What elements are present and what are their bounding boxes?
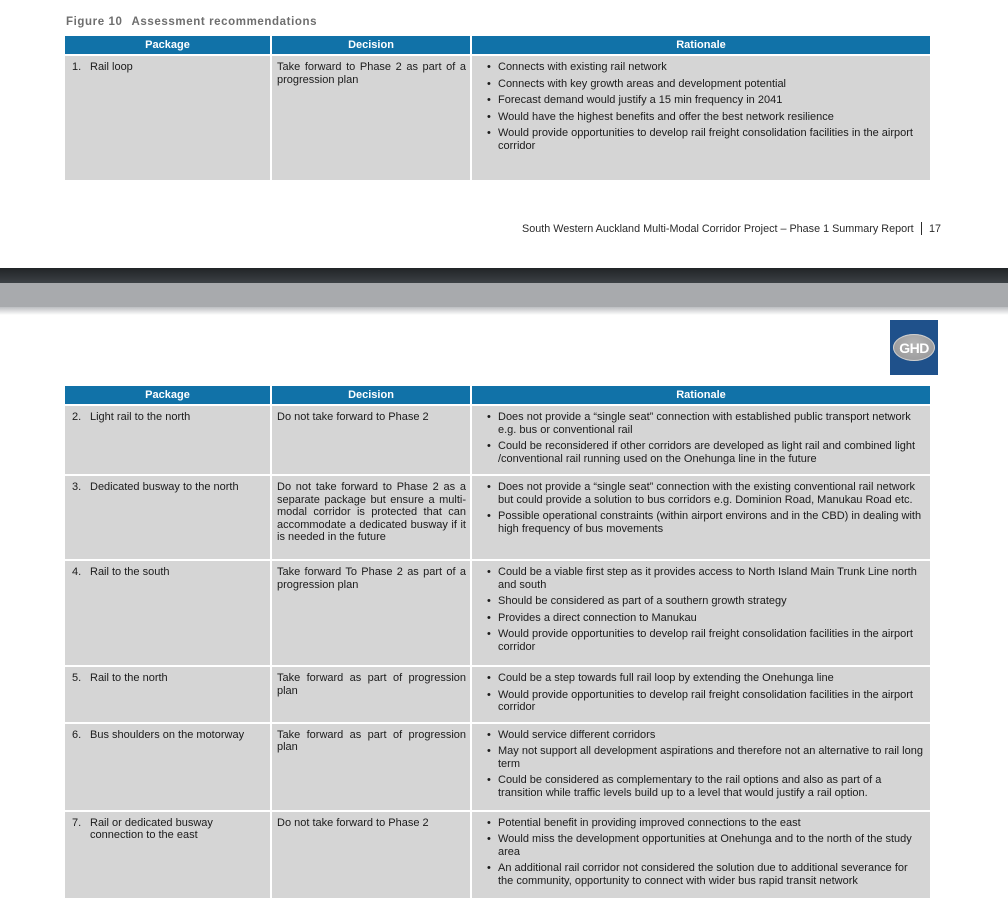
- decision-cell: Take forward to Phase 2 as part of a progression plan: [272, 56, 470, 180]
- package-label: Rail to the south: [90, 566, 170, 578]
- decision-cell: Take forward as part of progression plan: [272, 724, 470, 810]
- rationale-bullet: • Forecast demand would justify a 15 min frequency in 2041: [486, 94, 926, 107]
- table-row-2: [65, 406, 930, 474]
- column-header-decision: Decision: [272, 36, 470, 54]
- footer-page-number: 17: [928, 222, 941, 235]
- decision-cell: Do not take forward to Phase 2: [272, 812, 470, 898]
- package-label: Rail loop: [90, 61, 133, 73]
- rationale-list: [478, 729, 926, 800]
- rationale-list: [478, 672, 926, 714]
- rationale-bullet: • Provides a direct connection to Manukau: [486, 612, 926, 625]
- page-gap-gray-band: [0, 283, 1008, 307]
- decision-cell: Take forward as part of progression plan: [272, 667, 470, 722]
- rationale-bullet: • Possible operational constraints (within airport environs and in the CBD) in dealing with high frequency of bus movements: [486, 510, 926, 535]
- column-header-package: Package: [65, 386, 270, 404]
- page-gap-dark-band: [0, 268, 1008, 283]
- rationale-bullet: • May not support all development aspirations and therefore not an alternative to rail long term: [486, 745, 926, 770]
- package-cell: [65, 561, 270, 665]
- ghd-logo-ellipse: [893, 334, 935, 361]
- rationale-cell: [472, 667, 930, 722]
- package-label: Light rail to the north: [90, 411, 191, 423]
- ghd-logo-text: GHD: [899, 339, 929, 356]
- decision-cell: Take forward To Phase 2 as part of a progression plan: [272, 561, 470, 665]
- footer-report-title: South Western Auckland Multi-Modal Corridor Project – Phase 1 Summary Report: [522, 222, 914, 235]
- rationale-bullet: • Could be considered as complementary to the rail options and also as part of a transition while traffic levels build up to a level that would justify a rail option.: [486, 774, 926, 799]
- figure-title-text: Assessment recommendations: [131, 16, 318, 28]
- package-cell: [65, 476, 270, 559]
- footer-divider: [921, 222, 922, 235]
- package-number: 4.: [72, 566, 82, 578]
- package-number: 6.: [72, 728, 82, 741]
- table-row-7: [65, 812, 930, 898]
- rationale-bullet: • Should be considered as part of a southern growth strategy: [486, 595, 926, 608]
- table-row-4: [65, 561, 930, 665]
- table-row-5: [65, 667, 930, 722]
- package-label: Rail to the north: [90, 672, 168, 684]
- table-row-3: [65, 476, 930, 559]
- rationale-bullet: • Would provide opportunities to develop rail freight consolidation facilities in the airport corridor: [486, 628, 926, 653]
- assessment-table-page1: [65, 36, 930, 182]
- package-cell: [65, 406, 270, 474]
- ghd-logo: [890, 320, 938, 375]
- rationale-bullet: • Does not provide a “single seat” connection with established public transport network e.g. bus or conventional rail: [486, 411, 926, 436]
- rationale-bullet: • Connects with existing rail network: [486, 61, 926, 74]
- column-header-rationale: Rationale: [472, 386, 930, 404]
- rationale-list: [478, 817, 926, 888]
- rationale-bullet: • An additional rail corridor not considered the solution due to additional severance for the community, opportunity to connect with wider bus rapid transit network: [486, 862, 926, 887]
- package-number: 1.: [72, 61, 82, 73]
- column-header-package: Package: [65, 36, 270, 54]
- package-label: Dedicated busway to the north: [90, 481, 239, 493]
- rationale-list: [478, 566, 926, 653]
- package-cell: [65, 667, 270, 722]
- page-footer: [522, 222, 941, 235]
- decision-cell: Do not take forward to Phase 2: [272, 406, 470, 474]
- rationale-cell: [472, 476, 930, 559]
- page-gap-fade: [0, 307, 1008, 315]
- column-header-rationale: Rationale: [472, 36, 930, 54]
- package-number: 3.: [72, 481, 82, 493]
- rationale-cell: [472, 724, 930, 810]
- package-cell: [65, 724, 270, 810]
- rationale-cell: [472, 56, 930, 180]
- rationale-bullet: • Would service different corridors: [486, 729, 926, 742]
- rationale-bullet: • Could be reconsidered if other corridors are developed as light rail and combined light /conventional rail running used on the Onehunga line in the future: [486, 440, 926, 465]
- assessment-table-page2: [65, 386, 930, 900]
- rationale-cell: [472, 812, 930, 898]
- rationale-bullet: • Connects with key growth areas and development potential: [486, 78, 926, 91]
- rationale-bullet: • Would provide opportunities to develop rail freight consolidation facilities in the airport corridor: [486, 689, 926, 714]
- rationale-bullet: • Would miss the development opportunities at Onehunga and to the north of the study area: [486, 833, 926, 858]
- rationale-list: [478, 481, 926, 535]
- rationale-cell: [472, 406, 930, 474]
- figure-caption: [66, 16, 317, 28]
- package-number: 7.: [72, 816, 82, 829]
- column-header-decision: Decision: [272, 386, 470, 404]
- decision-cell: Do not take forward to Phase 2 as a separate package but ensure a multi-modal corridor is protected that can accommodate a dedicated busway if it is needed in the future: [272, 476, 470, 559]
- table-row-6: [65, 724, 930, 810]
- package-number: 5.: [72, 672, 82, 684]
- package-cell: [65, 56, 270, 180]
- rationale-bullet: • Potential benefit in providing improved connections to the east: [486, 817, 926, 830]
- rationale-bullet: • Does not provide a “single seat” connection with the existing conventional rail network but could provide a solution to bus corridors e.g. Dominion Road, Manukau Road etc.: [486, 481, 926, 506]
- rationale-list: [478, 411, 926, 465]
- package-cell: [65, 812, 270, 898]
- package-number: 2.: [72, 411, 82, 423]
- rationale-bullet: • Could be a step towards full rail loop by extending the Onehunga line: [486, 672, 926, 685]
- package-label: Bus shoulders on the motorway: [90, 728, 245, 741]
- table-header-row: [65, 36, 930, 54]
- figure-label: Figure 10: [66, 16, 123, 28]
- rationale-bullet: • Could be a viable first step as it provides access to North Island Main Trunk Line north and south: [486, 566, 926, 591]
- rationale-bullet: • Would provide opportunities to develop rail freight consolidation facilities in the airport corridor: [486, 127, 926, 152]
- table-header-row: [65, 386, 930, 404]
- package-label: Rail or dedicated busway connection to the east: [90, 816, 213, 841]
- rationale-cell: [472, 561, 930, 665]
- table-row-1: [65, 56, 930, 180]
- rationale-list: [478, 61, 926, 152]
- rationale-bullet: • Would have the highest benefits and offer the best network resilience: [486, 111, 926, 124]
